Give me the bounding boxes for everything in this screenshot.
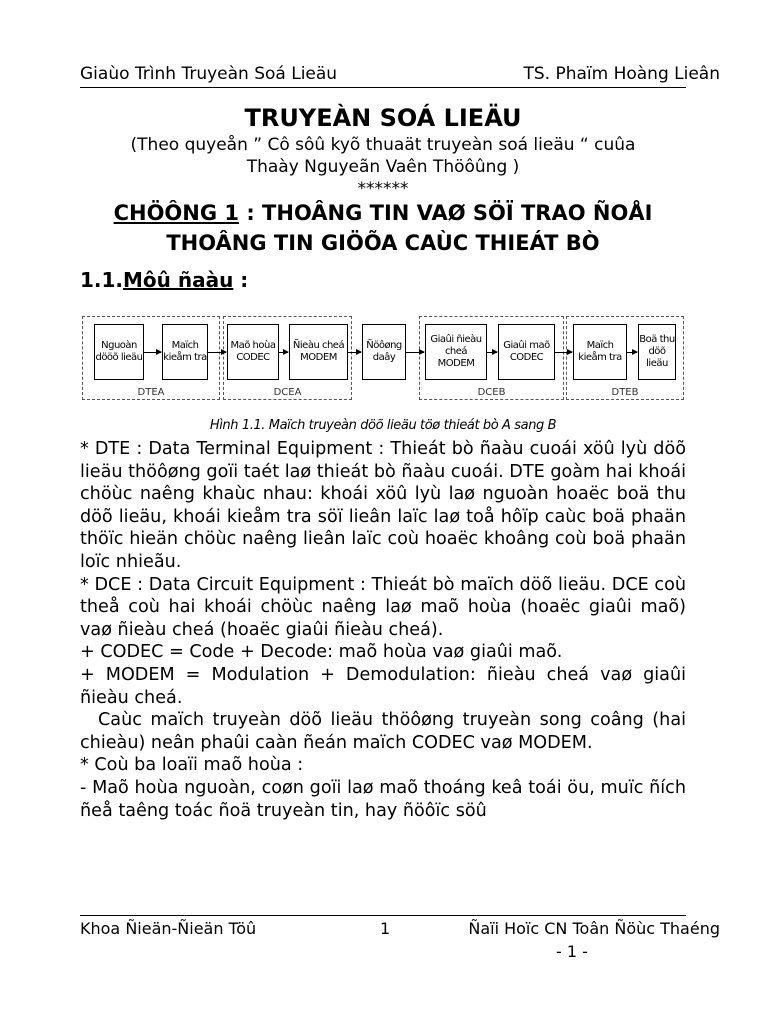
group-dtea-label: DTEA (137, 387, 165, 398)
section-title: Môû ñaàu (123, 268, 234, 292)
arrow-5 (406, 352, 424, 353)
chapter-heading (80, 198, 686, 258)
body-text (80, 438, 686, 822)
header-course-title: Giaùo Trình Truyeàn Soá Lieäu (80, 64, 338, 84)
section-heading (80, 268, 248, 292)
chapter-title-part-1: : THOÂNG TIN VAØ SÖÏ TRAO ÑOÅI (239, 201, 653, 225)
arrow-3 (279, 352, 288, 353)
page-footer (80, 919, 720, 941)
transmission-diagram (80, 312, 686, 404)
subtitle-line-2: Thaày Nguyeãn Vaên Thöôûng ) (246, 157, 520, 177)
header-rule (80, 87, 686, 88)
paragraph-encoding-types: * Coù ba loaïi maõ hoùa : (80, 755, 304, 776)
block-modem-demodulate: Giaûi ñieàu cheá MODEM (425, 324, 487, 380)
arrow-8 (627, 352, 637, 353)
paragraph-dte: * DTE : Data Terminal Equipment : Thieát bò ñaàu cuoái xöû lyù döõ lieäu thöôøng goïi taét laø thieát bò ñaàu cuoái. DTE goàm hai khoái chöùc naêng khaùc nhau: khoái xöû lyù laø nguoàn hoaëc boä thu döõ lieäu, khoái kieåm tra söï lieân laïc laø toå hôïp caùc boä phaän thöïc hieän chöùc naêng lieân laïc coù hoaëc khoâng coù boä phaän loïc nhieãu. (80, 439, 686, 572)
block-modem-modulate: Ñieàu cheá MODEM (289, 324, 348, 380)
chapter-title-part-2: THOÂNG TIN GIÖÕA CAÙC THIEÁT BÒ (166, 231, 600, 255)
document-title: TRUYEÀN SOÁ LIEÄU (244, 104, 522, 132)
header-author: TS. Phaïm Hoàng Lieân (523, 64, 720, 84)
arrow-7 (555, 352, 572, 353)
block-data-sink: Boä thu döõ lieäu (638, 324, 676, 380)
subtitle-line-1: (Theo quyeån ” Cô sôû kyõ thuaät truyeàn soá lieäu “ cuûa (130, 135, 636, 155)
arrow-4 (348, 352, 361, 353)
section-suffix: : (233, 268, 249, 292)
footer-rule (80, 915, 686, 916)
block-codec-encode: Maõ hoùa CODEC (227, 324, 279, 380)
paragraph-codec: + CODEC = Code + Decode: maõ hoùa vaø giaûi maõ. (80, 642, 563, 663)
page-header (80, 64, 720, 88)
paragraph-source-coding: - Maõ hoùa nguoàn, coøn goïi laø maõ thoáng keâ toái öu, muïc ñích ñeå taêng toác ñoä truyeàn tin, hay ñöôïc söû (80, 777, 686, 821)
subtitle-separator: ****** (357, 179, 409, 199)
section-number: 1.1. (80, 268, 124, 292)
figure-caption: Hình 1.1. Maïch truyeàn döõ lieäu töø thieát bò A sang B (209, 418, 557, 433)
block-line: Ñöôøng daây (362, 324, 406, 380)
page-number: - 1 - (556, 942, 588, 961)
group-dteb-label: DTEB (611, 387, 639, 398)
group-dceb-label: DCEB (477, 387, 506, 398)
block-check-circuit-b: Maïch kieåm tra (573, 324, 627, 380)
group-dcea-label: DCEA (273, 387, 302, 398)
block-codec-decode: Giaûi maõ CODEC (498, 324, 555, 380)
paragraph-duplex: Caùc maïch truyeàn döõ lieäu thöôøng truyeàn song coâng (hai chieàu) neân phaûi caàn ñeán maïch CODEC vaø MODEM. (80, 710, 686, 753)
block-check-circuit-a: Maïch kieåm tra (162, 324, 208, 380)
paragraph-dce: * DCE : Data Circuit Equipment : Thieát bò maïch döõ lieäu. DCE coù theå coù hai khoái chöùc naêng laø maõ hoùa (hoaëc giaûi maõ) vaø ñieàu cheá (hoaëc giaûi ñieàu cheá). (80, 574, 686, 640)
arrow-1 (144, 352, 161, 353)
chapter-label: CHÖÔNG 1 (113, 201, 240, 225)
footer-faculty: Khoa Ñieän-Ñieän Töû (80, 919, 257, 938)
arrow-2 (208, 352, 226, 353)
block-data-source: Nguoàn dööõ lieäu (94, 324, 144, 380)
footer-university: Ñaïi Hoïc CN Toân Ñöùc Thaéng (468, 919, 720, 938)
arrow-6 (487, 352, 497, 353)
footer-number: 1 (380, 919, 391, 938)
paragraph-modem: + MODEM = Modulation + Demodulation: ñieàu cheá vaø giaûi ñieàu cheá. (80, 664, 686, 708)
document-subtitle (80, 134, 686, 200)
